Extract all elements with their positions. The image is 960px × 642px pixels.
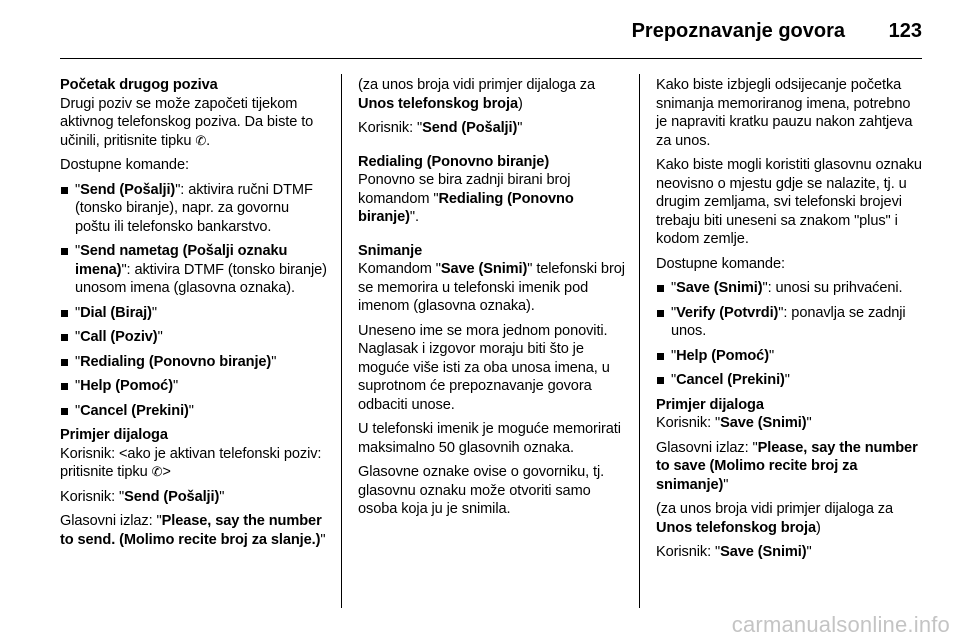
section-heading: Redialing (Ponovno biranje) <box>358 153 550 170</box>
bullet-icon <box>61 248 68 255</box>
list-item: "Help (Pomoć)" <box>656 347 924 366</box>
paragraph: Korisnik: "Send (Pošalji)" <box>60 488 225 505</box>
page-number: 123 <box>888 20 922 42</box>
paragraph: Korisnik: "Save (Snimi)" <box>656 415 812 431</box>
paragraph: U telefonski imenik je moguće memorirati maksimalno 50 glasovnih oznaka. <box>358 421 621 456</box>
bullet-icon <box>61 359 68 366</box>
column-2 <box>358 76 626 525</box>
watermark: carmanualsonline.info <box>731 612 950 637</box>
column-divider-1 <box>341 74 342 608</box>
bullet-icon <box>61 334 68 341</box>
paragraph: Glasovne oznake ovise o govorniku, tj. glasovnu oznaku može otvoriti samo osoba koja ju je snimila. <box>358 464 605 517</box>
bullet-icon <box>61 310 68 317</box>
command-list <box>656 279 924 390</box>
bullet-icon <box>61 187 68 194</box>
bullet-icon <box>657 310 664 317</box>
list-item: "Cancel (Prekini)" <box>60 402 328 421</box>
bullet-icon <box>657 353 664 360</box>
section-heading: Snimanje <box>358 242 423 259</box>
paragraph: Ponovno se bira zadnji birani broj komandom "Redialing (Ponovno biranje)". <box>358 172 574 225</box>
bullet-icon <box>61 383 68 390</box>
list-item: "Help (Pomoć)" <box>60 377 328 396</box>
paragraph: Korisnik: "Send (Pošalji)" <box>358 120 523 136</box>
paragraph: Korisnik: <ako je aktivan telefonski poziv: pritisnite tipku ✆> <box>60 445 322 480</box>
list-item: "Send nametag (Pošalji oznaku imena)": aktivira DTMF (tonsko biranje) unosom imena (glasovna oznaka). <box>60 242 328 298</box>
bullet-icon <box>61 408 68 415</box>
paragraph: Dostupne komande: <box>60 157 189 173</box>
list-item: "Redialing (Ponovno biranje)" <box>60 353 328 372</box>
paragraph: (za unos broja vidi primjer dijaloga za Unos telefonskog broja) <box>358 77 596 112</box>
bullet-icon <box>657 285 664 292</box>
column-1 <box>60 76 328 555</box>
list-item: "Save (Snimi)": unosi su prihvaćeni. <box>656 279 924 298</box>
paragraph: (za unos broja vidi primjer dijaloga za Unos telefonskog broja) <box>656 501 894 536</box>
list-item: "Dial (Biraj)" <box>60 304 328 323</box>
command-list <box>60 181 328 421</box>
paragraph: Glasovni izlaz: "Please, say the number to send. (Molimo recite broj za slanje.)" <box>60 513 326 548</box>
paragraph: Kako biste izbjegli odsijecanje početka snimanja memoriranog imena, potrebno je napraviti kratku pauzu nakon zahtjeva za unos. <box>656 77 913 149</box>
page-title: Prepoznavanje govora <box>631 20 845 42</box>
column-3 <box>656 76 924 568</box>
phone-handset-icon: ✆ <box>151 464 163 479</box>
paragraph: Dostupne komande: <box>656 255 785 272</box>
paragraph: Korisnik: "Save (Snimi)" <box>656 544 812 560</box>
paragraph: Drugi poziv se može započeti tijekom aktivnog telefonskog poziva. Da biste to učinili, pritisnite tipku ✆. <box>60 95 314 149</box>
paragraph: Komandom "Save (Snimi)" telefonski broj se memorira u telefonski imenik pod imenom (glasovna oznaka). <box>358 261 625 314</box>
list-item: "Cancel (Prekini)" <box>656 371 924 390</box>
bullet-icon <box>657 377 664 384</box>
phone-handset-icon: ✆ <box>195 132 207 148</box>
paragraph: Kako biste mogli koristiti glasovnu oznaku neovisno o mjestu gdje se nalazite, tj. u drugim zemljama, svi telefonski brojevi trebaju biti uneseni sa znakom "plus" i kodom zemlje. <box>656 157 922 247</box>
section-heading: Početak drugog poziva <box>60 77 218 93</box>
section-heading: Primjer dijaloga <box>60 427 168 443</box>
list-item: "Call (Poziv)" <box>60 328 328 347</box>
section-heading: Primjer dijaloga <box>656 396 764 413</box>
list-item: "Send (Pošalji)": aktivira ručni DTMF (tonsko biranje), napr. za govornu poštu ili telefonsko bankarstvo. <box>60 181 328 237</box>
list-item: "Verify (Potvrdi)": ponavlja se zadnji unos. <box>656 304 924 341</box>
column-divider-2 <box>639 74 640 608</box>
paragraph: Glasovni izlaz: "Please, say the number to save (Molimo recite broj za snimanje)" <box>656 439 918 493</box>
paragraph: Uneseno ime se mora jednom ponoviti. Naglasak i izgovor moraju biti što je moguće više isti za oba unosa imena, u suprotnom će prepoznavanje govora odbaciti unose. <box>358 322 610 413</box>
header-divider <box>60 58 922 59</box>
